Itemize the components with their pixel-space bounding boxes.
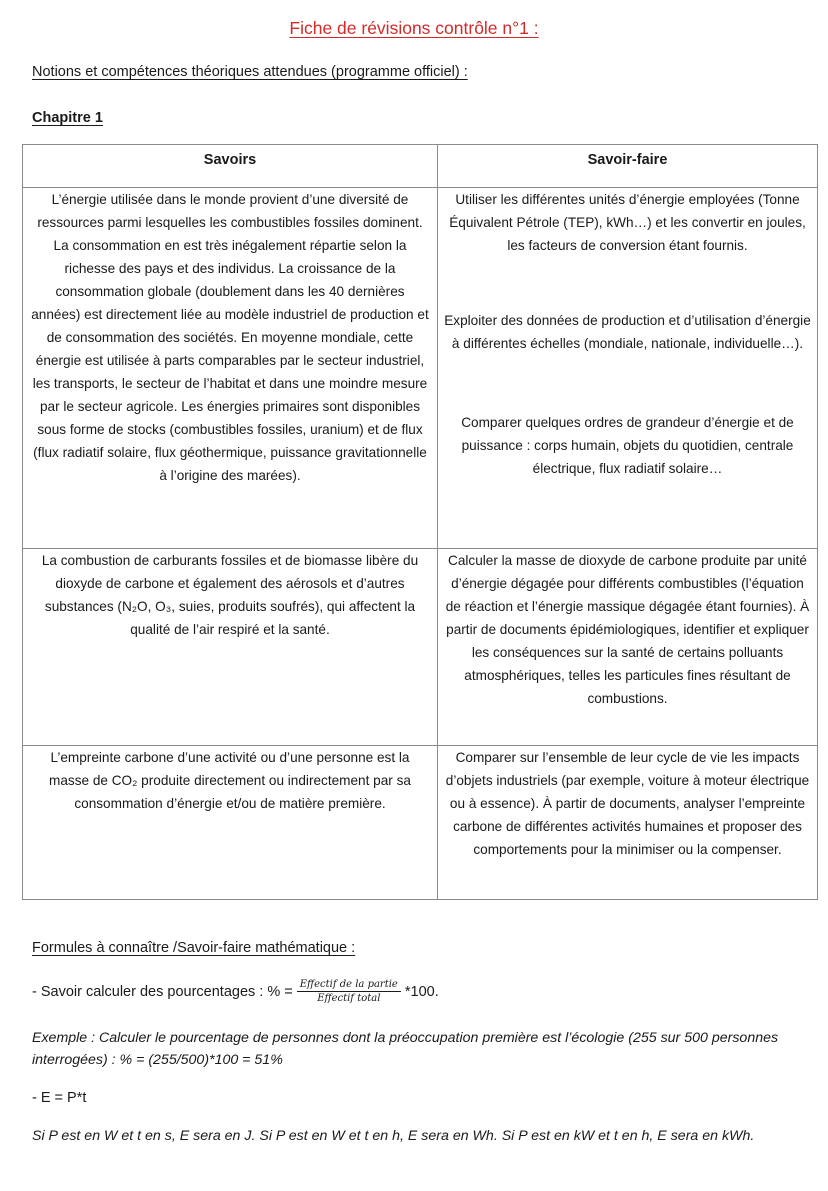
savoir-faire-cell	[438, 549, 818, 746]
page-title: Fiche de révisions contrôle n°1 :	[289, 18, 539, 38]
chapter-heading: Chapitre 1	[32, 110, 103, 126]
notions-heading: Notions et compétences théoriques attendues (programme officiel) :	[32, 64, 468, 80]
example-text: Exemple : Calculer le pourcentage de personnes dont la préoccupation première est l’écologie (255 sur 500 personnes interrogées) : % = (255/500)*100 = 51%	[32, 1030, 779, 1068]
savoirs-cell	[23, 746, 438, 900]
savoirs-text: L’empreinte carbone d’une activité ou d’une personne est la masse de CO₂ produite directement ou indirectement par sa consommation d’énergie et/ou de matière première.	[49, 750, 411, 811]
header-savoir-faire: Savoir-faire	[438, 145, 818, 188]
table-header-row	[23, 145, 818, 188]
savoir-faire-text: Exploiter des données de production et d’utilisation d’énergie à différentes échelles (mondiale, nationale, individuelle…).	[444, 313, 811, 351]
table-row	[23, 549, 818, 746]
savoir-faire-text: Comparer sur l’ensemble de leur cycle de vie les impacts d’objets industriels (par exemple, voiture à moteur électrique ou à essence). À partir de documents, analyser l’empreinte carbone de différentes activités humaines et proposer des comportements pour la minimiser ou la compenser.	[445, 750, 810, 857]
fraction-denominator: Effectif total	[317, 993, 381, 1004]
savoir-faire-cell	[438, 188, 818, 549]
savoir-faire-text: Comparer quelques ordres de grandeur d’énergie et de puissance : corps humain, objets du quotidien, centrale électrique, flux radiatif solaire…	[461, 415, 794, 476]
fraction-numerator: Effectif de la partie	[297, 978, 401, 992]
header-savoirs: Savoirs	[23, 145, 438, 188]
savoir-faire-text: Utiliser les différentes unités d’énergie employées (Tonne Équivalent Pétrole (TEP), kWh…) et les convertir en joules, les facteurs de conversion étant fournis.	[449, 192, 806, 253]
savoirs-cell	[23, 188, 438, 549]
savoir-faire-text: Calculer la masse de dioxyde de carbone produite par unité d’énergie dégagée pour différents combustibles (l’équation de réaction et l’énergie massique dégagée étant fournies). À partir de documents épidémiologiques, identifier et expliquer les conséquences sur la santé de certains polluants atmosphériques, telles les particules fines résultant de combustions.	[445, 553, 810, 706]
savoir-faire-cell	[438, 746, 818, 900]
energy-formula: - E = P*t	[32, 1090, 87, 1106]
formules-heading: Formules à connaître /Savoir-faire mathématique :	[32, 940, 356, 956]
savoirs-text: L’énergie utilisée dans le monde provient d’une diversité de ressources parmi lesquelles les combustibles fossiles dominent. La consommation en est très inégalement répartie selon la richesse des pays et des individus. La croissance de la consommation globale (doublement dans les 40 dernières années) est directement liée au modèle industriel de production et de consommation des sociétés. En moyenne mondiale, cette énergie est utilisée à parts comparables par le secteur industriel, les transports, le secteur de l’habitat et dans une moindre mesure par le secteur agricole. Les énergies primaires sont disponibles sous forme de stocks (combustibles fossiles, uranium) et de flux (flux radiatif solaire, flux géothermique, puissance gravitationnelle à l’origine des marées).	[31, 192, 429, 483]
units-note: Si P est en W et t en s, E sera en J. Si P est en W et t en h, E sera en Wh. Si P est en kW et t en h, E sera en kWh.	[32, 1128, 755, 1144]
savoirs-cell	[23, 549, 438, 746]
percentage-prefix: - Savoir calculer des pourcentages : % =	[32, 983, 293, 1000]
savoirs-text: La combustion de carburants fossiles et de biomasse libère du dioxyde de carbone et également des aérosols et d’autres substances (N₂O, O₃, suies, produits soufrés), qui affectent la qualité de l’air respiré et la santé.	[41, 553, 419, 637]
percentage-formula	[32, 978, 439, 1005]
table-row	[23, 188, 818, 549]
table-row	[23, 746, 818, 900]
percentage-suffix: *100.	[404, 983, 439, 1000]
competences-table	[22, 144, 818, 900]
percentage-fraction	[297, 978, 401, 1005]
